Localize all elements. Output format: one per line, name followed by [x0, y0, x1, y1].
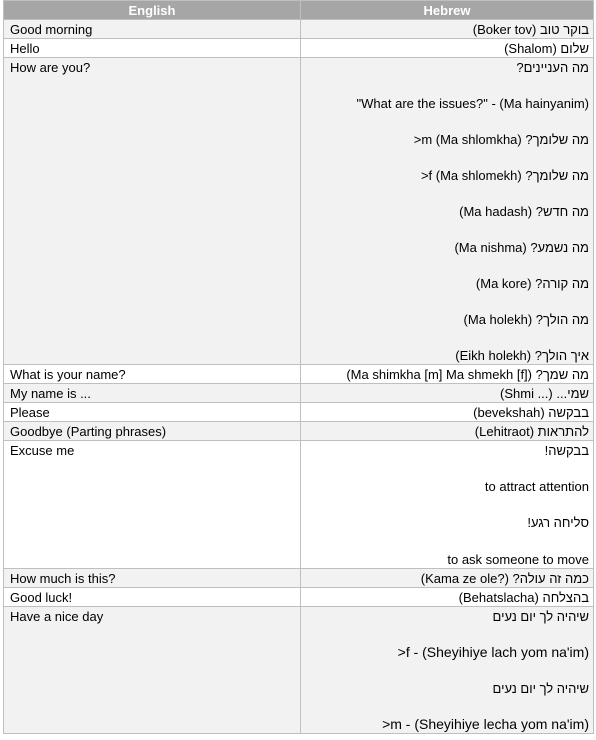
hebrew-line: (Boker tov) בוקר טוב — [472, 22, 589, 37]
table-row — [4, 58, 594, 365]
hebrew-line: >m - (Sheyihiye lecha yom na'im) — [382, 716, 589, 732]
table-row — [4, 607, 594, 734]
hebrew-line: שיהיה לך יום נעים — [492, 609, 589, 624]
english-column-header: English — [4, 1, 301, 20]
table-row — [4, 422, 594, 441]
english-cell: Good luck! — [4, 588, 301, 607]
hebrew-line: to ask someone to move — [447, 552, 589, 567]
hebrew-line: (Ma shimkha [m] Ma shmekh [f]) ?מה שמך — [346, 367, 589, 382]
english-cell: What is your name? — [4, 365, 301, 384]
hebrew-line: (Ma holekh) ?מה הולך — [463, 312, 589, 327]
hebrew-line: (Ma hadash) ?מה חדש — [459, 204, 589, 219]
header-row — [4, 1, 594, 20]
hebrew-line: >f - (Sheyihiye lach yom na'im) — [397, 644, 589, 660]
hebrew-cell — [301, 58, 594, 365]
hebrew-cell — [301, 384, 594, 403]
english-cell: Hello — [4, 39, 301, 58]
english-cell: Good morning — [4, 20, 301, 39]
hebrew-cell — [301, 569, 594, 588]
table-row — [4, 365, 594, 384]
hebrew-cell — [301, 20, 594, 39]
hebrew-line: (Behatslacha) בהצלחה — [458, 590, 589, 605]
hebrew-line: >m (Ma shlomkha) ?מה שלומך — [413, 132, 589, 147]
hebrew-line: to attract attention — [484, 479, 589, 494]
hebrew-cell — [301, 39, 594, 58]
hebrew-line: (Shalom) שלום — [504, 41, 589, 56]
hebrew-cell — [301, 441, 594, 569]
hebrew-cell — [301, 403, 594, 422]
english-cell: Please — [4, 403, 301, 422]
english-cell: How much is this? — [4, 569, 301, 588]
hebrew-line: (Ma kore) ?מה קורה — [475, 276, 589, 291]
table-row — [4, 569, 594, 588]
hebrew-line: (Shmi ...) ...שמי — [500, 386, 589, 401]
table-row — [4, 403, 594, 422]
table-row — [4, 39, 594, 58]
hebrew-cell — [301, 607, 594, 734]
phrases-table — [3, 0, 594, 734]
hebrew-line: (Eikh holekh) ?איך הולך — [455, 348, 589, 363]
english-cell: Goodbye (Parting phrases) — [4, 422, 301, 441]
english-cell: How are you? — [4, 58, 301, 365]
table-row — [4, 384, 594, 403]
hebrew-line: (Ma nishma) ?מה נשמע — [454, 240, 589, 255]
english-cell: Excuse me — [4, 441, 301, 569]
hebrew-line: (Kama ze ole?) ?כמה זה עולה — [420, 571, 589, 586]
hebrew-line: שיהיה לך יום נעים — [492, 681, 589, 696]
hebrew-line: "What are the issues?" - (Ma hainyanim) — [356, 96, 589, 111]
hebrew-line: (Lehitraot) להתראות — [474, 424, 589, 439]
hebrew-line: ?מה העניינים — [516, 60, 589, 75]
hebrew-cell — [301, 365, 594, 384]
hebrew-line: !בבקשה — [544, 443, 589, 458]
hebrew-cell — [301, 422, 594, 441]
hebrew-cell — [301, 588, 594, 607]
hebrew-line: !סליחה רגע — [527, 515, 589, 530]
english-cell: My name is ... — [4, 384, 301, 403]
hebrew-line: (bevekshah) בבקשה — [473, 405, 589, 420]
hebrew-column-header: Hebrew — [301, 1, 594, 20]
english-cell: Have a nice day — [4, 607, 301, 734]
table-row — [4, 588, 594, 607]
table-row — [4, 20, 594, 39]
table-row — [4, 441, 594, 569]
hebrew-line: >f (Ma shlomekh) ?מה שלומך — [420, 168, 589, 183]
